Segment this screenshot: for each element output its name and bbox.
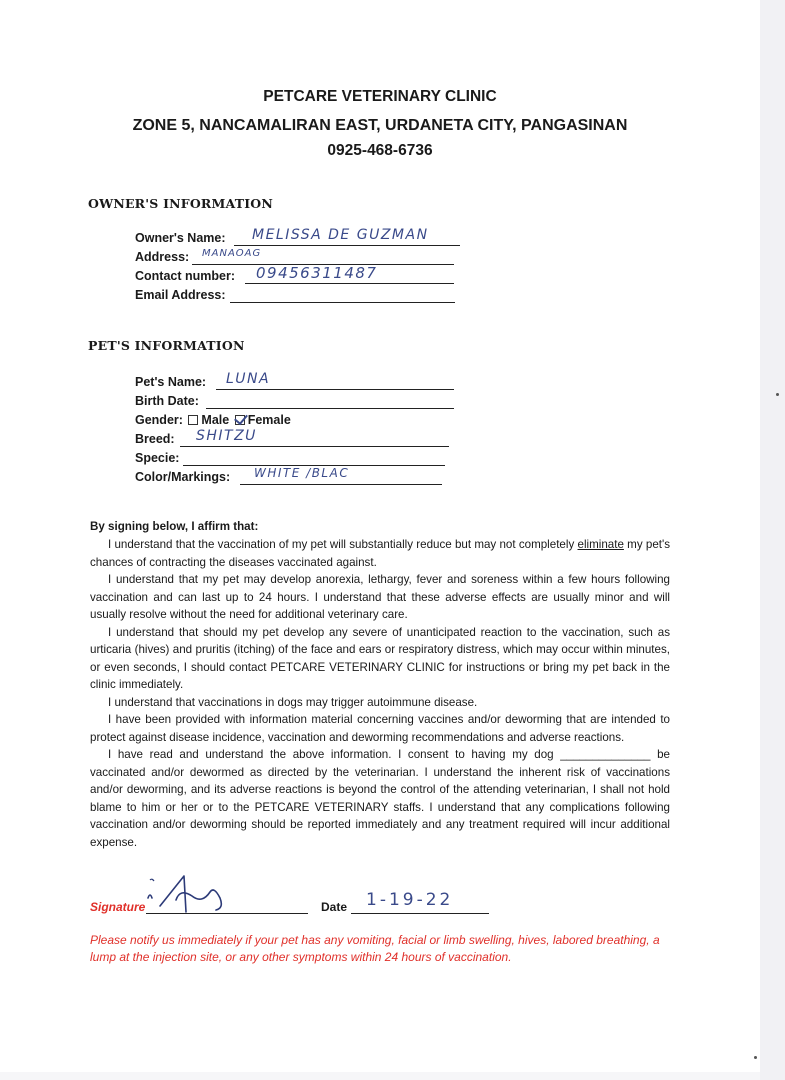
male-option-label: Male — [201, 413, 230, 427]
scan-edge — [760, 0, 785, 1080]
owner-name-line — [234, 245, 460, 246]
consent-paragraph-4: I understand that vaccinations in dogs may trigger autoimmune disease. — [108, 695, 478, 709]
specie-label: Specie: — [135, 451, 180, 465]
breed-line — [180, 446, 449, 447]
gender-label: Gender: — [135, 413, 183, 427]
breed-label: Breed: — [135, 432, 175, 446]
clinic-phone: 0925-468-6736 — [327, 142, 433, 159]
consent-paragraph-5: I have been provided with information material concerning vaccines and/or deworming that are intended to protect against disease incidence, vaccination and deworming recommendations and adverse reactions. — [90, 713, 670, 744]
consent-intro: By signing below, I affirm that: — [90, 520, 259, 533]
contact-line — [245, 283, 454, 284]
signature-label: Signature — [90, 900, 146, 914]
email-line — [230, 302, 455, 303]
scan-speck — [754, 1056, 757, 1059]
date-value[interactable]: 1-19-22 — [366, 890, 454, 910]
date-line — [351, 913, 489, 914]
underlined-word: eliminate — [577, 538, 624, 551]
email-label: Email Address: — [135, 288, 226, 302]
consent-paragraph-1: I understand that the vaccination of my pet will substantially reduce but may not completely eliminate my pet's chances of contracting the diseases vaccinated against. — [90, 538, 670, 569]
notice-text: Please notify us immediately if your pet has any vomiting, facial or limb swelling, hives, labored breathing, a lump at the injection site, or any other symptoms within 24 hours of vaccination. — [90, 933, 660, 964]
pet-name-value[interactable]: LUNA — [226, 371, 271, 387]
consent-paragraph-2: I understand that my pet may develop anorexia, lethargy, fever and soreness within a few hours following vaccination and can last up to 24 hours. I understand that these adverse effects are usually minor and will usually resolve without the need for additional veterinary care. — [90, 573, 670, 621]
consent-paragraph-3: I understand that should my pet develop any severe of unanticipated reaction to the vaccination, such as urticaria (hives) and pruritis (itching) of the face and ears or respiratory distress, which may occur within minutes, or even seconds, I should contact PETCARE VETERINARY CLINIC for instructions or bring my pet back in the clinic immediately. — [90, 625, 670, 691]
date-label: Date — [321, 900, 348, 914]
pet-name-line — [216, 389, 454, 390]
scan-speck — [776, 393, 779, 396]
owner-name-value[interactable]: MELISSA DE GUZMAN — [252, 227, 429, 243]
birth-date-label: Birth Date: — [135, 394, 199, 408]
handwritten-signature[interactable] — [140, 868, 250, 918]
pet-section-title: PET'S INFORMATION — [88, 338, 245, 353]
owner-section-title: OWNER'S INFORMATION — [88, 196, 274, 211]
color-markings-label: Color/Markings: — [135, 470, 231, 484]
birth-date-line — [206, 408, 454, 409]
contact-label: Contact number: — [135, 269, 235, 283]
female-checkbox[interactable] — [235, 415, 245, 425]
color-markings-line — [240, 484, 442, 485]
female-option-label: Female — [247, 413, 291, 427]
address-value[interactable]: MANAOAG — [202, 248, 262, 259]
consent-paragraph-6: I have read and understand the above information. I consent to having my dog ______________ be vaccinated and/or dewormed as directed by the veterinarian. I understand the inherent risk of vaccinations and/or deworming, and its adverse reactions is beyond the control of the attending veterinarian, I shall not hold blame to him or her or to the PETCARE VETERINARY staffs. I understand that any complications following vaccination and/or deworming should be reported immediately and any treatment required will incur additional expense. — [90, 748, 670, 849]
clinic-address: ZONE 5, NANCAMALIRAN EAST, URDANETA CITY, PANGASINAN — [132, 117, 628, 134]
clinic-name: PETCARE VETERINARY CLINIC — [263, 88, 497, 105]
consent-paragraphs — [90, 536, 670, 851]
breed-value[interactable]: SHITZU — [196, 428, 257, 444]
male-checkbox[interactable] — [188, 415, 198, 425]
color-markings-value[interactable]: WHITE /BLAC — [254, 466, 350, 480]
pet-name-label: Pet's Name: — [135, 375, 207, 389]
gender-row — [135, 413, 291, 427]
address-label: Address: — [135, 250, 190, 264]
contact-value[interactable]: 09456311487 — [256, 264, 378, 282]
owner-name-label: Owner's Name: — [135, 231, 226, 245]
